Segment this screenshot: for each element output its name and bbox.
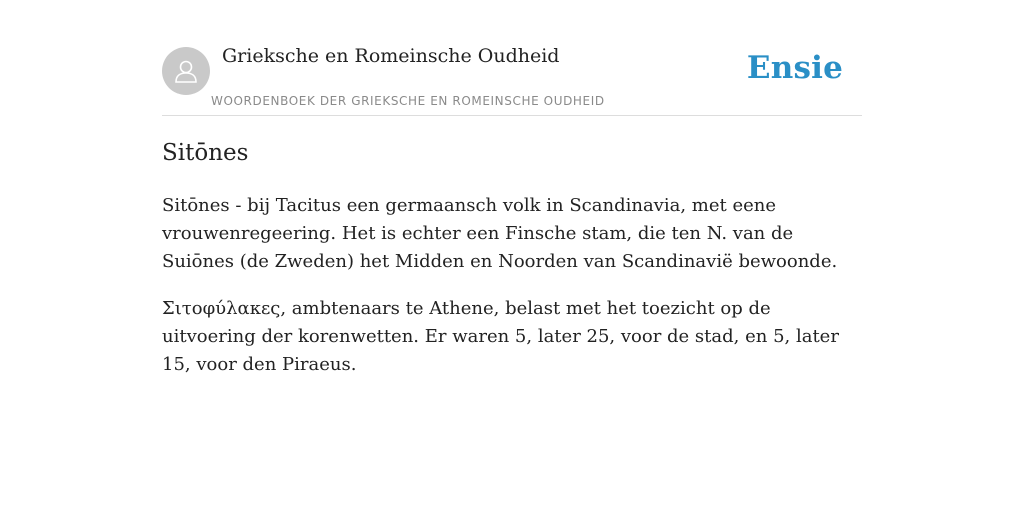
definition-paragraph: Sitōnes - bij Tacitus een germaansch volk in Scandinavia, met eene vrouwenregeering. Het is echter een Finsche stam, die ten N. van de Suiōnes (de Zweden) het Midden en Noorden van Scandinavië bewoonde. — [162, 195, 838, 272]
entry-definition — [162, 192, 862, 398]
ensie-logo-link[interactable]: Ensie — [746, 50, 843, 86]
dictionary-title[interactable]: Grieksche en Romeinsche Oudheid — [222, 45, 560, 67]
dictionary-subtitle: WOORDENBOEK DER GRIEKSCHE EN ROMEINSCHE OUDHEID — [211, 94, 605, 108]
entry-card — [162, 0, 862, 375]
avatar[interactable] — [162, 47, 210, 95]
dictionary-header — [162, 0, 862, 116]
definition-paragraph: Σιτοφύλακες, ambtenaars te Athene, belast met het toezicht op de uitvoering der korenwetten. Er waren 5, later 25, voor de stad, en 5, later 15, voor den Piraeus. — [162, 298, 839, 375]
user-icon — [172, 57, 200, 85]
entry-term: Sitōnes — [162, 140, 249, 166]
